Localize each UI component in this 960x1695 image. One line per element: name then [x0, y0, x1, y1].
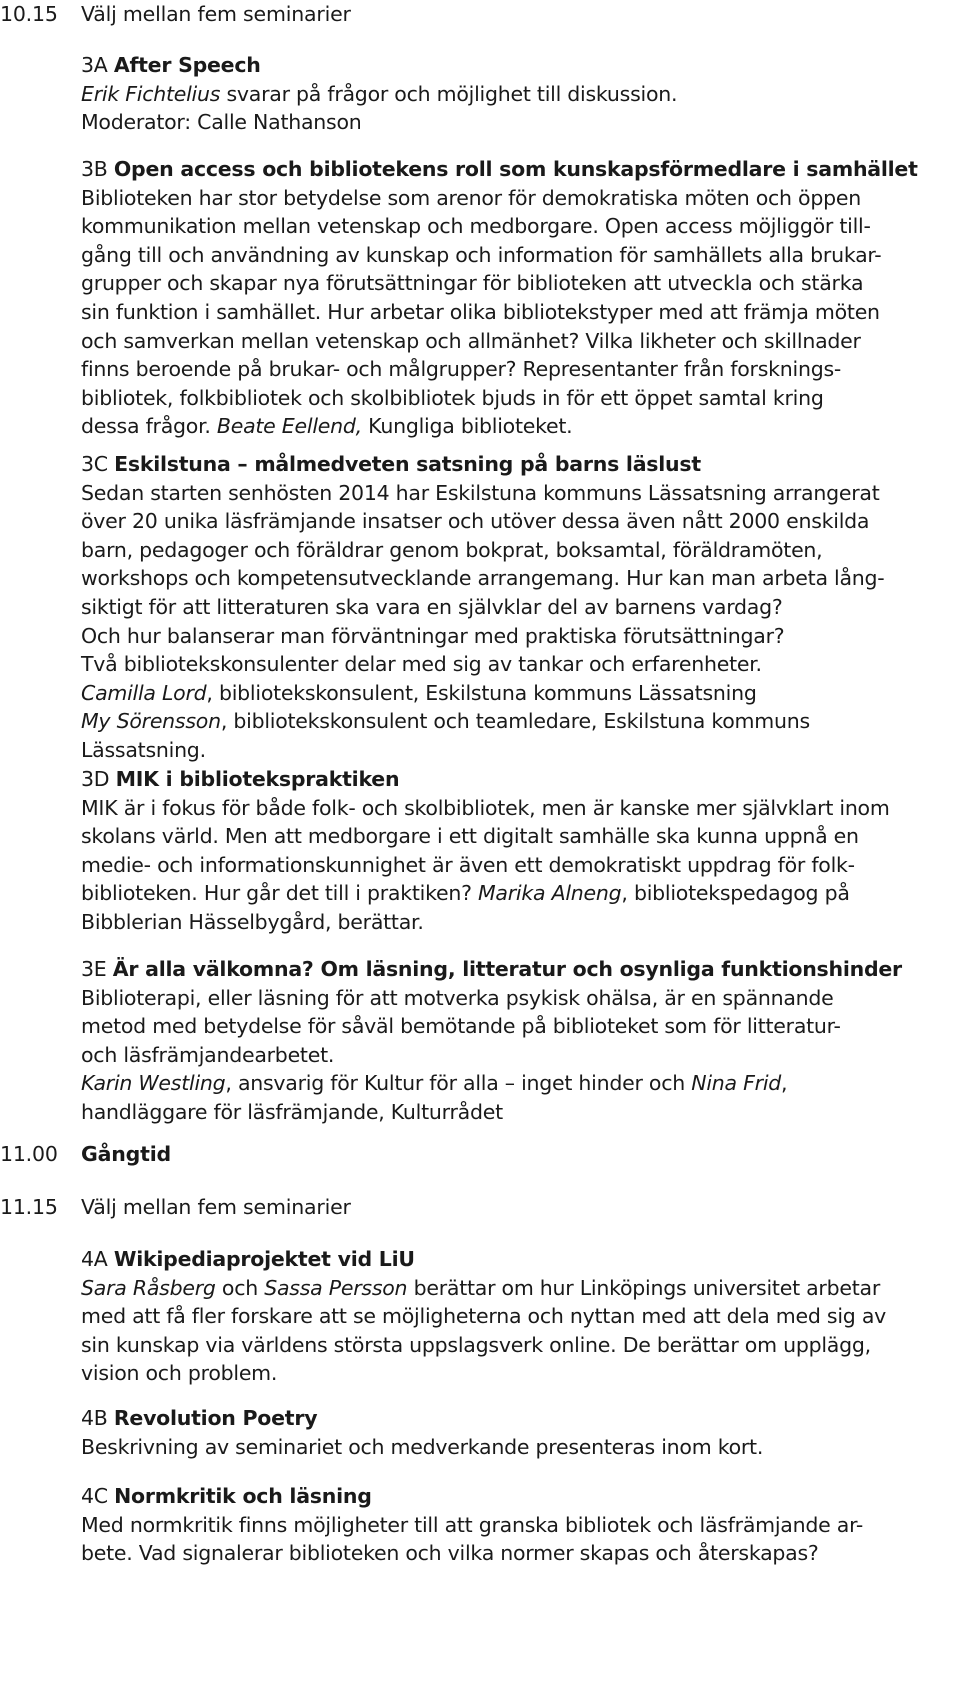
seminar-text-line [81, 1012, 960, 1041]
body-text: Kungliga biblioteket. [361, 414, 573, 439]
body-text: Beskrivning av seminariet och medverkande presenteras inom kort. [81, 1434, 764, 1459]
seminar-text-line [81, 1331, 960, 1360]
speaker-name: My Sörensson [81, 709, 221, 734]
speaker-name: Sara Råsberg [81, 1275, 216, 1300]
body-text: Med normkritik finns möjligheter till att granska bibliotek och läsfrämjande ar- [81, 1512, 864, 1537]
seminar-code: 3E [81, 957, 113, 981]
slot-time-1115: 11.15 [0, 1195, 58, 1219]
seminar-3c [81, 450, 960, 765]
seminar-text-line [81, 650, 960, 679]
body-text: sin funktion i samhället. Hur arbetar olika bibliotekstyper med att främja möten [81, 299, 880, 324]
seminar-title-text: Är alla välkomna? Om läsning, litteratur och osynliga funktionshinder [112, 957, 902, 981]
seminar-text-line [81, 1511, 960, 1540]
speaker-name: Marika Alneng [478, 881, 622, 906]
body-text: siktigt för att litteraturen ska vara en självklar del av barnens vardag? [81, 594, 783, 619]
slot-time-1015: 10.15 [0, 2, 58, 26]
seminar-text-line [81, 80, 960, 109]
seminar-text-line [81, 384, 960, 413]
seminar-title [81, 955, 960, 984]
seminar-text-line [81, 412, 960, 441]
body-text: Moderator: Calle Nathanson [81, 110, 362, 135]
speaker-name: Sassa Persson [264, 1275, 408, 1300]
body-text: finns beroende på brukar- och målgrupper? Representanter från forsknings- [81, 357, 842, 382]
seminar-title [81, 1245, 960, 1274]
body-text: Sedan starten senhösten 2014 har Eskilstuna kommuns Lässatsning arrangerat [81, 480, 880, 505]
body-text: och [215, 1275, 265, 1300]
body-text: och samverkan mellan vetenskap och allmänhet? Vilka likheter och skillnader [81, 328, 861, 353]
seminar-code: 3A [81, 53, 114, 77]
seminar-text-line [81, 564, 960, 593]
seminar-title-text: After Speech [113, 53, 261, 77]
speaker-name: Karin Westling [81, 1071, 226, 1096]
body-text: , bibliotekskonsulent, Eskilstuna kommuns Lässatsning [206, 680, 757, 705]
seminar-text-line [81, 269, 960, 298]
body-text: sin kunskap via världens största uppslagsverk online. De berättar om upplägg, [81, 1332, 871, 1357]
seminar-text-line [81, 851, 960, 880]
seminar-text-line [81, 479, 960, 508]
body-text: handläggare för läsfrämjande, Kulturrådet [81, 1099, 503, 1124]
seminar-text-line [81, 984, 960, 1013]
body-text: berättar om hur Linköpings universitet arbetar [407, 1275, 881, 1300]
seminar-text-line [81, 593, 960, 622]
body-text: , bibliotekspedagog på [621, 881, 850, 906]
seminar-text-line [81, 679, 960, 708]
seminar-text-line [81, 327, 960, 356]
seminar-title [81, 155, 960, 184]
body-text: Och hur balanserar man förväntningar med praktiska förutsättningar? [81, 623, 785, 648]
slot-time-1100: 11.00 [0, 1142, 58, 1166]
speaker-name: Nina Frid [691, 1071, 782, 1096]
body-text: dessa frågor. [81, 414, 217, 439]
seminar-title [81, 450, 960, 479]
seminar-text-line [81, 1539, 960, 1568]
body-text: , [781, 1071, 788, 1096]
seminar-3d [81, 765, 960, 937]
seminar-title-text: MIK i bibliotekspraktiken [115, 767, 400, 791]
slot-heading-1115: Välj mellan fem seminarier [81, 1195, 351, 1219]
speaker-name: Erik Fichtelius [81, 81, 221, 106]
seminar-text-line [81, 1069, 960, 1098]
body-text: , ansvarig för Kultur för alla – inget hinder och [225, 1071, 692, 1096]
seminar-text-line [81, 241, 960, 270]
seminar-text-line [81, 1098, 960, 1127]
seminar-text-line [81, 622, 960, 651]
seminar-text-line [81, 736, 960, 765]
seminar-text-line [81, 212, 960, 241]
body-text: och läsfrämjandearbetet. [81, 1042, 335, 1067]
seminar-title-text: Normkritik och läsning [114, 1484, 372, 1508]
seminar-code: 3B [81, 157, 114, 181]
seminar-text-line [81, 536, 960, 565]
seminar-code: 3C [81, 452, 115, 476]
seminar-title-text: Wikipediaprojektet vid LiU [113, 1247, 415, 1271]
seminar-title-text: Eskilstuna – målmedveten satsning på barns läslust [114, 452, 701, 476]
body-text: gång till och användning av kunskap och information för samhällets alla brukar- [81, 242, 882, 267]
seminar-4a [81, 1245, 960, 1388]
body-text: grupper och skapar nya förutsättningar för biblioteken att utveckla och stärka [81, 271, 864, 296]
body-text: Biblioterapi, eller läsning för att motverka psykisk ohälsa, är en spännande [81, 985, 834, 1010]
seminar-code: 4A [81, 1247, 114, 1271]
body-text: svarar på frågor och möjlighet till diskussion. [220, 81, 678, 106]
body-text: bete. Vad signalerar biblioteken och vilka normer skapas och återskapas? [81, 1541, 819, 1566]
body-text: skolans värld. Men att medborgare i ett digitalt samhälle ska kunna uppnå en [81, 824, 859, 849]
seminar-title-text: Open access och bibliotekens roll som kunskapsförmedlare i samhället [113, 157, 918, 181]
body-text: Två bibliotekskonsulenter delar med sig av tankar och erfarenheter. [81, 652, 762, 677]
seminar-title [81, 51, 960, 80]
seminar-3a [81, 51, 960, 137]
seminar-text-line [81, 707, 960, 736]
body-text: metod med betydelse för såväl bemötande på biblioteket som för litteratur- [81, 1014, 841, 1039]
seminar-title [81, 1404, 960, 1433]
body-text: workshops och kompetensutvecklande arrangemang. Hur kan man arbeta lång- [81, 566, 885, 591]
body-text: vision och problem. [81, 1361, 278, 1386]
seminar-text-line [81, 1274, 960, 1303]
seminar-title-text: Revolution Poetry [113, 1406, 318, 1430]
seminar-3b [81, 155, 960, 441]
speaker-name: Camilla Lord [81, 680, 207, 705]
seminar-title [81, 1482, 960, 1511]
slot-heading-1100: Gångtid [81, 1142, 172, 1166]
seminar-text-line [81, 822, 960, 851]
seminar-text-line [81, 794, 960, 823]
seminar-code: 3D [81, 767, 116, 791]
body-text: medie- och informationskunnighet är även ett demokratiskt uppdrag för folk- [81, 852, 855, 877]
body-text: , bibliotekskonsulent och teamledare, Eskilstuna kommuns [220, 709, 810, 734]
seminar-text-line [81, 1359, 960, 1388]
seminar-text-line [81, 355, 960, 384]
seminar-code: 4B [81, 1406, 114, 1430]
seminar-text-line [81, 1041, 960, 1070]
body-text: barn, pedagoger och föräldrar genom bokprat, boksamtal, föräldramöten, [81, 537, 823, 562]
body-text: kommunikation mellan vetenskap och medborgare. Open access möjliggör till- [81, 214, 871, 239]
seminar-4c [81, 1482, 960, 1568]
seminar-3e [81, 955, 960, 1127]
seminar-text-line [81, 184, 960, 213]
body-text: Lässatsning. [81, 737, 206, 762]
body-text: över 20 unika läsfrämjande insatser och utöver dessa även nått 2000 enskilda [81, 509, 870, 534]
body-text: Bibblerian Hässelbygård, berättar. [81, 909, 424, 934]
body-text: bibliotek, folkbibliotek och skolbibliotek bjuds in för ett öppet samtal kring [81, 385, 824, 410]
seminar-text-line [81, 908, 960, 937]
seminar-code: 4C [81, 1484, 115, 1508]
seminar-text-line [81, 1433, 960, 1462]
seminar-text-line [81, 298, 960, 327]
body-text: Biblioteken har stor betydelse som arenor för demokratiska möten och öppen [81, 185, 861, 210]
seminar-title [81, 765, 960, 794]
seminar-text-line [81, 1302, 960, 1331]
speaker-name: Beate Eellend, [216, 414, 362, 439]
seminar-text-line [81, 507, 960, 536]
body-text: med att få fler forskare att se möjligheterna och nyttan med att dela med sig av [81, 1304, 887, 1329]
body-text: biblioteken. Hur går det till i praktiken? [81, 881, 478, 906]
seminar-4b [81, 1404, 960, 1461]
body-text: MIK är i fokus för både folk- och skolbibliotek, men är kanske mer självklart inom [81, 795, 890, 820]
seminar-text-line [81, 108, 960, 137]
slot-heading-1015: Välj mellan fem seminarier [81, 2, 351, 26]
seminar-text-line [81, 879, 960, 908]
